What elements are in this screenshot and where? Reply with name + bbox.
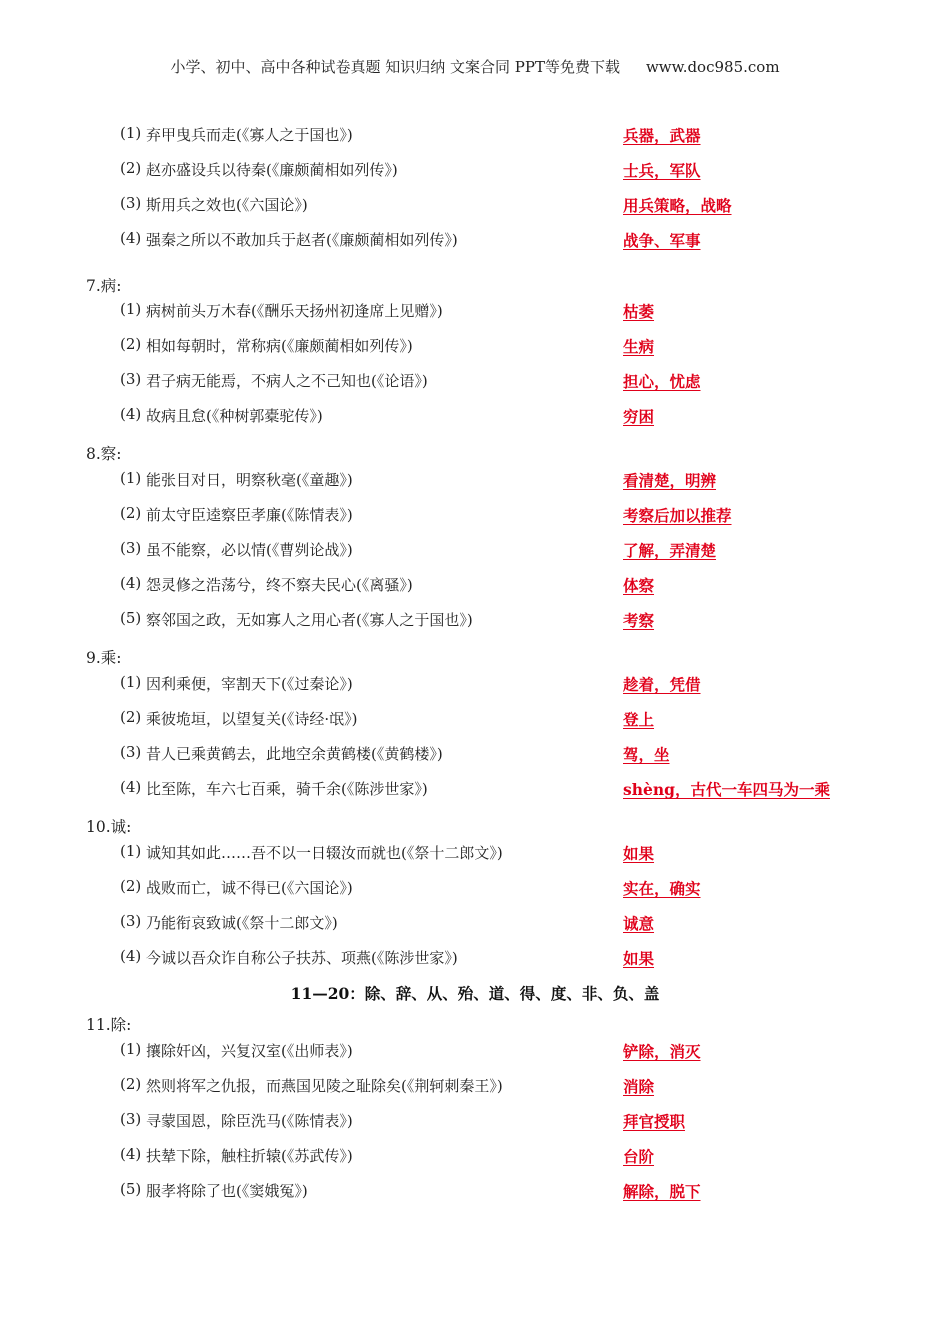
header-site: www.doc985.com [645,58,780,76]
entry-row [0,912,950,936]
entry-row [0,743,950,767]
section-title: 8.察: [86,445,122,463]
entry-number: (2) [120,335,142,353]
entry-meaning: 铲除，消灭 [623,1042,701,1061]
entry-number: (3) [120,539,142,557]
entry-meaning: 实在，确实 [623,879,701,898]
entry-meaning: 体察 [623,576,655,595]
entry-sentence: 乘彼垝垣，以望复关(《诗经·氓》) [146,710,358,728]
entry-row [0,1145,950,1169]
entry-row [0,778,950,802]
entry-number: (4) [120,574,142,592]
entry-meaning: 穷困 [623,407,655,426]
entry-meaning: 士兵，军队 [623,161,701,180]
entry-number: (4) [120,229,142,247]
entry-row [0,877,950,901]
page-header [0,56,950,77]
entry-row [0,335,950,359]
entry-number: (1) [120,469,142,487]
entry-sentence: 故病且怠(《种树郭橐驼传》) [146,407,323,425]
entry-number: (2) [120,159,142,177]
entry-meaning: 诚意 [623,914,655,933]
entry-sentence: 君子病无能焉，不病人之不己知也(《论语》) [146,372,428,390]
entry-sentence: 怨灵修之浩荡兮，终不察夫民心(《离骚》) [146,576,413,594]
entry-row [0,947,950,971]
entry-row [0,842,950,866]
entry-number: (5) [120,1180,142,1198]
entry-meaning: 用兵策略，战略 [623,196,732,215]
entry-number: (2) [120,1075,142,1093]
entry-number: (5) [120,609,142,627]
entry-meaning: 台阶 [623,1147,655,1166]
entry-sentence: 斯用兵之效也(《六国论》) [146,196,308,214]
entry-meaning: 了解，弄清楚 [623,541,717,560]
entry-row [0,405,950,429]
entry-meaning: 解除，脱下 [623,1182,701,1201]
entry-meaning: 如果 [623,949,655,968]
entry-row [0,673,950,697]
entry-number: (4) [120,778,142,796]
entry-row [0,229,950,253]
entry-sentence: 扶辇下除，触柱折辕(《苏武传》) [146,1147,353,1165]
entry-row [0,1110,950,1134]
entry-number: (1) [120,300,142,318]
entry-sentence: 昔人已乘黄鹤去，此地空余黄鹤楼(《黄鹤楼》) [146,745,443,763]
entry-row [0,300,950,324]
entry-meaning: 枯萎 [623,302,655,321]
entry-meaning: shèng，古代一车四马为一乘 [623,780,830,799]
entry-meaning: 生病 [623,337,655,356]
entry-sentence: 然则将军之仇报，而燕国见陵之耻除矣(《荆轲刺秦王》) [146,1077,503,1095]
entry-sentence: 服孝将除了也(《窦娥冤》) [146,1182,308,1200]
section-title: 10.诚: [86,818,132,836]
entry-meaning: 战争、军事 [623,231,701,250]
entry-meaning: 考察后加以推荐 [623,506,732,525]
entry-sentence: 战败而亡，诚不得已(《六国论》) [146,879,353,897]
entry-number: (3) [120,194,142,212]
header-text: 小学、初中、高中各种试卷真题 知识归纳 文案合同 PPT等免费下载 [170,58,620,76]
entry-meaning: 消除 [623,1077,655,1096]
entry-number: (1) [120,124,142,142]
entry-row [0,708,950,732]
entry-sentence: 寻蒙国恩，除臣洗马(《陈情表》) [146,1112,353,1130]
entry-number: (2) [120,708,142,726]
entry-row [0,539,950,563]
entry-meaning: 登上 [623,710,655,729]
entry-sentence: 赵亦盛设兵以待秦(《廉颇蔺相如列传》) [146,161,398,179]
entry-meaning: 驾，坐 [623,745,670,764]
entry-row [0,1075,950,1099]
entry-sentence: 强秦之所以不敢加兵于赵者(《廉颇蔺相如列传》) [146,231,458,249]
entry-sentence: 因利乘便，宰割天下(《过秦论》) [146,675,353,693]
entry-row [0,574,950,598]
entry-number: (3) [120,743,142,761]
entry-meaning: 如果 [623,844,655,863]
entry-meaning: 趁着，凭借 [623,675,701,694]
entry-sentence: 病树前头万木春(《酬乐天扬州初逢席上见赠》) [146,302,443,320]
section-title: 11.除: [86,1016,132,1034]
entry-sentence: 攘除奸凶，兴复汉室(《出师表》) [146,1042,353,1060]
section-title: 7.病: [86,277,122,295]
entry-number: (1) [120,1040,142,1058]
entry-sentence: 诚知其如此……吾不以一日辍汝而就也(《祭十二郎文》) [146,844,503,862]
entry-sentence: 察邻国之政，无如寡人之用心者(《寡人之于国也》) [146,611,473,629]
entry-sentence: 虽不能察，必以情(《曹刿论战》) [146,541,353,559]
entry-meaning: 考察 [623,611,655,630]
entry-meaning: 看清楚，明辨 [623,471,717,490]
entry-sentence: 乃能衔哀致诚(《祭十二郎文》) [146,914,338,932]
entry-number: (4) [120,947,142,965]
entry-number: (4) [120,1145,142,1163]
entry-number: (1) [120,842,142,860]
entry-row [0,469,950,493]
entry-sentence: 今诚以吾众诈自称公子扶苏、项燕(《陈涉世家》) [146,949,458,967]
entry-sentence: 弃甲曳兵而走(《寡人之于国也》) [146,126,353,144]
entry-number: (3) [120,1110,142,1128]
entry-meaning: 担心，忧虑 [623,372,701,391]
entry-sentence: 比至陈，车六七百乘，骑千余(《陈涉世家》) [146,780,428,798]
entry-meaning: 拜官授职 [623,1112,686,1131]
group-heading: 11—20：除、辞、从、殆、道、得、度、非、负、盖 [290,984,660,1003]
entry-row [0,609,950,633]
entry-number: (4) [120,405,142,423]
entry-row [0,124,950,148]
entry-row [0,504,950,528]
entry-sentence: 相如每朝时，常称病(《廉颇蔺相如列传》) [146,337,413,355]
entry-number: (2) [120,877,142,895]
entry-sentence: 前太守臣逵察臣孝廉(《陈情表》) [146,506,353,524]
entry-number: (3) [120,370,142,388]
section-title: 9.乘: [86,649,122,667]
entry-row [0,1180,950,1204]
entry-row [0,194,950,218]
entry-meaning: 兵器，武器 [623,126,701,145]
entry-number: (1) [120,673,142,691]
entry-row [0,159,950,183]
entry-number: (2) [120,504,142,522]
entry-row [0,370,950,394]
entry-number: (3) [120,912,142,930]
entry-sentence: 能张目对日，明察秋毫(《童趣》) [146,471,353,489]
entry-row [0,1040,950,1064]
